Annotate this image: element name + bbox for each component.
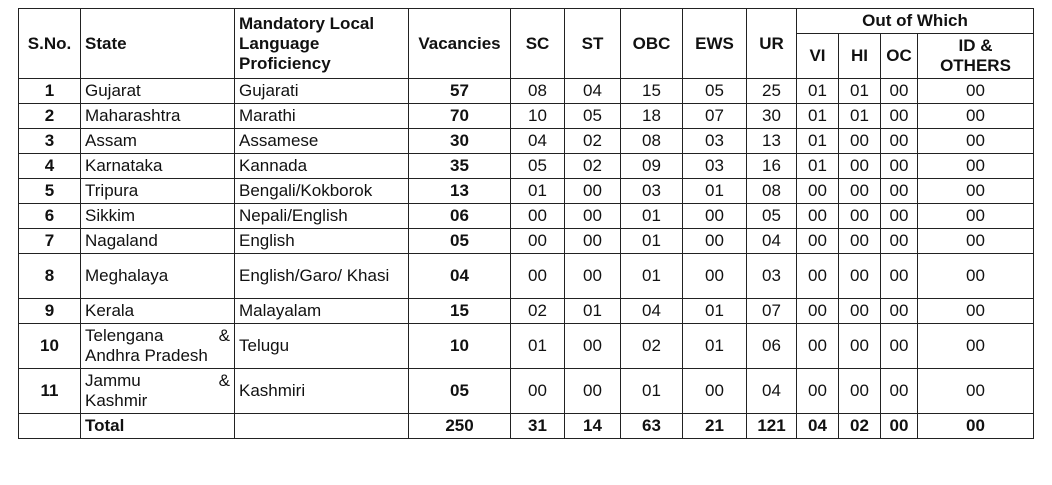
cell-hi: 00 (839, 179, 881, 204)
header-id-others: ID & OTHERS (918, 34, 1034, 79)
cell-language: Malayalam (235, 299, 409, 324)
total-label: Total (81, 414, 235, 439)
cell-id-others: 00 (918, 79, 1034, 104)
cell-oc: 00 (881, 369, 918, 414)
cell-ur: 13 (747, 129, 797, 154)
cell-ur: 06 (747, 324, 797, 369)
cell-st: 02 (565, 154, 621, 179)
cell-vacancies: 10 (409, 324, 511, 369)
header-state: State (81, 9, 235, 79)
cell-ews: 00 (683, 229, 747, 254)
cell-state: Sikkim (81, 204, 235, 229)
cell-sc: 00 (511, 204, 565, 229)
total-hi: 02 (839, 414, 881, 439)
cell-sc: 05 (511, 154, 565, 179)
cell-state: Nagaland (81, 229, 235, 254)
cell-language-empty (235, 414, 409, 439)
cell-oc: 00 (881, 129, 918, 154)
cell-state (81, 324, 235, 369)
cell-hi: 00 (839, 254, 881, 299)
cell-language: Marathi (235, 104, 409, 129)
state-line-1 (85, 326, 230, 346)
cell-vi: 00 (797, 179, 839, 204)
cell-language: English (235, 229, 409, 254)
total-vi: 04 (797, 414, 839, 439)
cell-ur: 05 (747, 204, 797, 229)
cell-st: 05 (565, 104, 621, 129)
cell-language: Telugu (235, 324, 409, 369)
cell-state: Kerala (81, 299, 235, 324)
cell-hi: 00 (839, 154, 881, 179)
cell-vacancies: 06 (409, 204, 511, 229)
cell-sno: 11 (19, 369, 81, 414)
cell-id-others: 00 (918, 104, 1034, 129)
cell-oc: 00 (881, 324, 918, 369)
cell-vi: 01 (797, 79, 839, 104)
vacancy-table-container (18, 8, 1033, 439)
header-vi: VI (797, 34, 839, 79)
table-row (19, 104, 1034, 129)
cell-state: Meghalaya (81, 254, 235, 299)
state-ampersand: & (218, 326, 230, 345)
cell-st: 00 (565, 324, 621, 369)
cell-vi: 01 (797, 129, 839, 154)
total-oc: 00 (881, 414, 918, 439)
cell-vi: 00 (797, 299, 839, 324)
cell-state: Gujarat (81, 79, 235, 104)
cell-st: 00 (565, 179, 621, 204)
cell-sno-empty (19, 414, 81, 439)
table-row (19, 179, 1034, 204)
cell-vi: 00 (797, 369, 839, 414)
cell-oc: 00 (881, 104, 918, 129)
cell-ews: 01 (683, 324, 747, 369)
cell-ur: 04 (747, 369, 797, 414)
cell-sno: 8 (19, 254, 81, 299)
cell-ews: 07 (683, 104, 747, 129)
cell-ews: 00 (683, 204, 747, 229)
cell-st: 02 (565, 129, 621, 154)
cell-language: Bengali/Kokborok (235, 179, 409, 204)
cell-obc: 09 (621, 154, 683, 179)
cell-ur: 03 (747, 254, 797, 299)
cell-vacancies: 13 (409, 179, 511, 204)
cell-id-others: 00 (918, 299, 1034, 324)
cell-ews: 01 (683, 179, 747, 204)
header-ur: UR (747, 9, 797, 79)
cell-vacancies: 70 (409, 104, 511, 129)
cell-oc: 00 (881, 204, 918, 229)
cell-language: Gujarati (235, 79, 409, 104)
header-sc: SC (511, 9, 565, 79)
cell-id-others: 00 (918, 129, 1034, 154)
cell-sno: 1 (19, 79, 81, 104)
cell-vacancies: 30 (409, 129, 511, 154)
vacancy-table (18, 8, 1034, 439)
cell-language: Kashmiri (235, 369, 409, 414)
cell-ews: 05 (683, 79, 747, 104)
total-row (19, 414, 1034, 439)
total-sc: 31 (511, 414, 565, 439)
cell-st: 01 (565, 299, 621, 324)
cell-sno: 9 (19, 299, 81, 324)
cell-hi: 00 (839, 369, 881, 414)
cell-oc: 00 (881, 154, 918, 179)
table-row (19, 229, 1034, 254)
cell-st: 00 (565, 254, 621, 299)
cell-vi: 00 (797, 204, 839, 229)
cell-ur: 16 (747, 154, 797, 179)
cell-sno: 10 (19, 324, 81, 369)
cell-st: 00 (565, 229, 621, 254)
cell-vi: 00 (797, 229, 839, 254)
cell-st: 00 (565, 369, 621, 414)
total-ur: 121 (747, 414, 797, 439)
cell-vacancies: 57 (409, 79, 511, 104)
cell-id-others: 00 (918, 179, 1034, 204)
cell-id-others: 00 (918, 254, 1034, 299)
cell-sc: 10 (511, 104, 565, 129)
cell-st: 04 (565, 79, 621, 104)
cell-vi: 01 (797, 104, 839, 129)
cell-id-others: 00 (918, 154, 1034, 179)
cell-vi: 00 (797, 324, 839, 369)
cell-hi: 00 (839, 204, 881, 229)
cell-language: Kannada (235, 154, 409, 179)
cell-sc: 00 (511, 254, 565, 299)
cell-sno: 7 (19, 229, 81, 254)
cell-obc: 15 (621, 79, 683, 104)
cell-vacancies: 05 (409, 369, 511, 414)
cell-ews: 00 (683, 369, 747, 414)
cell-state: Assam (81, 129, 235, 154)
header-sno: S.No. (19, 9, 81, 79)
cell-state: Karnataka (81, 154, 235, 179)
cell-id-others: 00 (918, 229, 1034, 254)
cell-id-others: 00 (918, 324, 1034, 369)
table-row (19, 204, 1034, 229)
state-part-1: Jammu (85, 371, 141, 390)
cell-ews: 01 (683, 299, 747, 324)
cell-st: 00 (565, 204, 621, 229)
cell-state: Tripura (81, 179, 235, 204)
cell-hi: 00 (839, 129, 881, 154)
header-vacancies: Vacancies (409, 9, 511, 79)
cell-ews: 00 (683, 254, 747, 299)
header-language: Mandatory Local Language Proficiency (235, 9, 409, 79)
cell-ur: 07 (747, 299, 797, 324)
cell-sc: 08 (511, 79, 565, 104)
cell-oc: 00 (881, 299, 918, 324)
state-part-1: Telengana (85, 326, 164, 345)
cell-obc: 18 (621, 104, 683, 129)
cell-oc: 00 (881, 229, 918, 254)
cell-sno: 2 (19, 104, 81, 129)
state-line-2: Kashmir (85, 391, 148, 410)
cell-ur: 04 (747, 229, 797, 254)
cell-obc: 08 (621, 129, 683, 154)
table-row (19, 79, 1034, 104)
cell-sc: 00 (511, 229, 565, 254)
state-line-1 (85, 371, 230, 391)
cell-obc: 01 (621, 369, 683, 414)
cell-id-others: 00 (918, 369, 1034, 414)
cell-hi: 01 (839, 79, 881, 104)
cell-obc: 01 (621, 204, 683, 229)
cell-state (81, 369, 235, 414)
state-line-2: Andhra Pradesh (85, 346, 208, 365)
total-ews: 21 (683, 414, 747, 439)
cell-ews: 03 (683, 154, 747, 179)
cell-ur: 25 (747, 79, 797, 104)
cell-sno: 3 (19, 129, 81, 154)
cell-oc: 00 (881, 179, 918, 204)
cell-hi: 00 (839, 324, 881, 369)
cell-vi: 00 (797, 254, 839, 299)
header-obc: OBC (621, 9, 683, 79)
cell-vacancies: 05 (409, 229, 511, 254)
cell-state: Maharashtra (81, 104, 235, 129)
header-oc: OC (881, 34, 918, 79)
cell-sc: 02 (511, 299, 565, 324)
table-row (19, 324, 1034, 369)
cell-ews: 03 (683, 129, 747, 154)
cell-hi: 00 (839, 299, 881, 324)
total-st: 14 (565, 414, 621, 439)
table-row (19, 154, 1034, 179)
header-out-of-which: Out of Which (797, 9, 1034, 34)
cell-sc: 04 (511, 129, 565, 154)
cell-obc: 04 (621, 299, 683, 324)
cell-vi: 01 (797, 154, 839, 179)
cell-ur: 30 (747, 104, 797, 129)
total-vacancies: 250 (409, 414, 511, 439)
state-ampersand: & (218, 371, 230, 390)
cell-obc: 03 (621, 179, 683, 204)
table-row (19, 129, 1034, 154)
cell-hi: 01 (839, 104, 881, 129)
cell-language: Assamese (235, 129, 409, 154)
cell-sc: 01 (511, 324, 565, 369)
header-hi: HI (839, 34, 881, 79)
cell-id-others: 00 (918, 204, 1034, 229)
cell-obc: 01 (621, 254, 683, 299)
cell-obc: 01 (621, 229, 683, 254)
cell-oc: 00 (881, 79, 918, 104)
cell-obc: 02 (621, 324, 683, 369)
total-id-others: 00 (918, 414, 1034, 439)
cell-hi: 00 (839, 229, 881, 254)
table-row (19, 369, 1034, 414)
cell-vacancies: 15 (409, 299, 511, 324)
cell-sc: 00 (511, 369, 565, 414)
cell-sc: 01 (511, 179, 565, 204)
cell-vacancies: 35 (409, 154, 511, 179)
cell-oc: 00 (881, 254, 918, 299)
table-row (19, 254, 1034, 299)
table-row (19, 299, 1034, 324)
total-obc: 63 (621, 414, 683, 439)
header-ews: EWS (683, 9, 747, 79)
cell-sno: 6 (19, 204, 81, 229)
cell-sno: 4 (19, 154, 81, 179)
cell-language: Nepali/English (235, 204, 409, 229)
header-st: ST (565, 9, 621, 79)
cell-language: English/Garo/ Khasi (235, 254, 409, 299)
cell-ur: 08 (747, 179, 797, 204)
cell-sno: 5 (19, 179, 81, 204)
cell-vacancies: 04 (409, 254, 511, 299)
